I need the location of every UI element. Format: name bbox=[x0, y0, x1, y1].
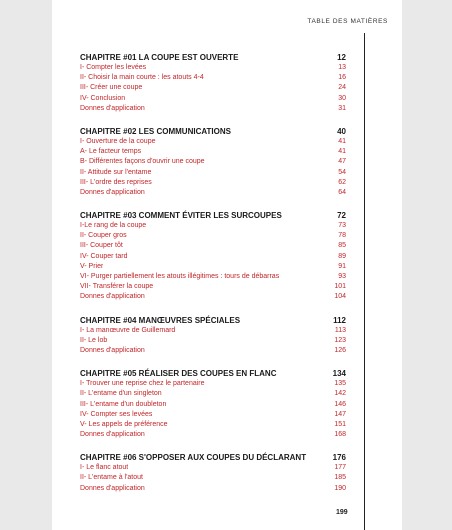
entry-page: 168 bbox=[334, 431, 346, 439]
toc-entry[interactable] bbox=[80, 94, 346, 104]
chapter-heading[interactable] bbox=[80, 126, 346, 137]
entry-page: 135 bbox=[334, 380, 346, 388]
entry-title: II- Le lob bbox=[80, 336, 108, 344]
running-header: TABLE DES MATIÈRES bbox=[307, 18, 388, 25]
chapter-page: 134 bbox=[332, 369, 346, 379]
entry-title: III- Couper tôt bbox=[80, 242, 123, 250]
toc-entry[interactable] bbox=[80, 346, 346, 356]
entry-title: I- Le flanc atout bbox=[80, 464, 129, 472]
toc-entry[interactable] bbox=[80, 282, 346, 292]
toc-entry[interactable] bbox=[80, 73, 346, 83]
toc-entry[interactable] bbox=[80, 379, 346, 389]
entry-page: 123 bbox=[334, 336, 346, 344]
toc-entry[interactable] bbox=[80, 178, 346, 188]
entry-title: II- L'entame à l'atout bbox=[80, 474, 143, 482]
entry-title: I-Le rang de la coupe bbox=[80, 222, 147, 230]
chapter-page: 12 bbox=[337, 53, 346, 62]
toc-entry[interactable] bbox=[80, 326, 346, 336]
entry-page: 126 bbox=[334, 346, 346, 354]
chapter-heading[interactable] bbox=[80, 368, 346, 379]
chapter-page: 112 bbox=[333, 315, 346, 325]
entry-page: 85 bbox=[338, 242, 346, 250]
chapter-section bbox=[80, 210, 346, 303]
toc-entry[interactable] bbox=[80, 389, 346, 399]
entry-page: 89 bbox=[338, 252, 346, 260]
entry-title: V- Les appels de préférence bbox=[80, 420, 168, 428]
entry-page: 62 bbox=[338, 178, 346, 186]
chapter-title: CHAPITRE #05 RÉALISER DES COUPES EN FLANC bbox=[80, 369, 277, 379]
entry-page: 151 bbox=[334, 420, 346, 428]
entry-page: 113 bbox=[334, 326, 346, 334]
toc-entry[interactable] bbox=[80, 241, 346, 251]
toc-entry[interactable] bbox=[80, 463, 346, 473]
entry-page: 147 bbox=[334, 410, 346, 418]
entry-page: 177 bbox=[334, 464, 346, 472]
entry-page: 93 bbox=[338, 273, 346, 280]
chapter-title: CHAPITRE #03 COMMENT ÉVITER LES SURCOUPES bbox=[80, 211, 282, 221]
entry-title: Donnes d'application bbox=[80, 188, 145, 196]
toc-entry[interactable] bbox=[80, 430, 346, 440]
entry-title: A- Le facteur temps bbox=[80, 148, 142, 156]
entry-title: I- Ouverture de la coupe bbox=[80, 137, 156, 145]
vertical-rule bbox=[364, 33, 365, 530]
toc-entry[interactable] bbox=[80, 484, 346, 494]
chapter-section bbox=[80, 315, 346, 357]
chapter-page: 176 bbox=[332, 453, 346, 463]
entry-title: VII- Transférer la coupe bbox=[80, 283, 154, 291]
entry-title: VI- Purger partiellement les atouts illégitimes : tours de débarras bbox=[80, 273, 280, 280]
entry-title: II- Choisir la main courte : les atouts 4-4 bbox=[80, 74, 204, 82]
entry-title: Donnes d'application bbox=[80, 293, 145, 301]
toc-entry[interactable] bbox=[80, 292, 346, 302]
entry-title: IV- Couper tard bbox=[80, 252, 128, 260]
toc-entry[interactable] bbox=[80, 410, 346, 420]
chapter-page: 40 bbox=[337, 126, 346, 136]
toc-entry[interactable] bbox=[80, 157, 346, 167]
toc-entry[interactable] bbox=[80, 147, 346, 157]
chapter-title: CHAPITRE #02 LES COMMUNICATIONS bbox=[80, 126, 231, 136]
toc-entry[interactable] bbox=[80, 231, 346, 241]
entry-page: 41 bbox=[338, 148, 346, 156]
chapter-heading[interactable] bbox=[80, 210, 346, 221]
entry-page: 146 bbox=[334, 400, 346, 408]
entry-title: V- Prier bbox=[80, 262, 104, 270]
chapter-section bbox=[80, 452, 346, 494]
entry-page: 101 bbox=[334, 283, 346, 291]
toc-entry[interactable] bbox=[80, 137, 346, 147]
chapter-title: CHAPITRE #01 LA COUPE EST OUVERTE bbox=[80, 53, 239, 62]
toc-entry[interactable] bbox=[80, 168, 346, 178]
entry-page: 30 bbox=[338, 94, 346, 102]
entry-title: I- La manœuvre de Guillemard bbox=[80, 326, 176, 334]
entry-title: II- Attitude sur l'entame bbox=[80, 168, 152, 176]
entry-title: I- Trouver une reprise chez le partenaire bbox=[80, 380, 205, 388]
chapter-heading[interactable] bbox=[80, 315, 346, 326]
entry-page: 104 bbox=[334, 293, 346, 301]
toc-entry[interactable] bbox=[80, 473, 346, 483]
entry-page: 13 bbox=[338, 64, 346, 71]
entry-title: Donnes d'application bbox=[80, 484, 145, 492]
entry-page: 64 bbox=[338, 188, 346, 196]
toc-entry[interactable] bbox=[80, 252, 346, 262]
chapter-section bbox=[80, 368, 346, 440]
entry-title: III- L'entame d'un doubleton bbox=[80, 400, 167, 408]
toc-entry[interactable] bbox=[80, 400, 346, 410]
toc-entry[interactable] bbox=[80, 63, 346, 73]
toc-entry[interactable] bbox=[80, 188, 346, 198]
chapter-section bbox=[80, 52, 346, 114]
entry-page: 185 bbox=[334, 474, 346, 482]
entry-page: 16 bbox=[338, 74, 346, 82]
entry-page: 190 bbox=[334, 484, 346, 492]
entry-page: 142 bbox=[334, 390, 346, 398]
entry-page: 73 bbox=[338, 222, 346, 230]
entry-page: 54 bbox=[338, 168, 346, 176]
chapter-page: 72 bbox=[337, 211, 346, 221]
entry-title: III- Créer une coupe bbox=[80, 84, 143, 92]
entry-title: IV- Compter ses levées bbox=[80, 410, 153, 418]
toc-entry[interactable] bbox=[80, 83, 346, 93]
entry-title: III- L'ordre des reprises bbox=[80, 178, 152, 186]
page-number: 199 bbox=[336, 509, 348, 516]
chapter-title: CHAPITRE #06 S'OPPOSER AUX COUPES DU DÉCLARANT bbox=[80, 453, 307, 463]
toc-entry[interactable] bbox=[80, 272, 346, 282]
entry-title: I- Compter les levées bbox=[80, 64, 147, 71]
chapter-heading[interactable] bbox=[80, 52, 346, 63]
toc-entry[interactable] bbox=[80, 104, 346, 114]
entry-page: 78 bbox=[338, 232, 346, 240]
entry-title: B- Différentes façons d'ouvrir une coupe bbox=[80, 158, 205, 166]
entry-page: 91 bbox=[338, 262, 346, 270]
entry-title: Donnes d'application bbox=[80, 104, 145, 112]
chapter-title: CHAPITRE #04 MANŒUVRES SPÉCIALES bbox=[80, 315, 241, 325]
toc-entry[interactable] bbox=[80, 336, 346, 346]
table-of-contents bbox=[80, 52, 346, 506]
chapter-section bbox=[80, 126, 346, 198]
chapter-heading[interactable] bbox=[80, 452, 346, 463]
toc-entry[interactable] bbox=[80, 262, 346, 272]
toc-entry[interactable] bbox=[80, 221, 346, 231]
entry-page: 24 bbox=[338, 84, 346, 92]
entry-title: Donnes d'application bbox=[80, 346, 145, 354]
entry-page: 41 bbox=[338, 137, 346, 145]
entry-page: 47 bbox=[338, 158, 346, 166]
entry-page: 31 bbox=[338, 104, 346, 112]
entry-title: II- Couper gros bbox=[80, 232, 127, 240]
entry-title: II- L'entame d'un singleton bbox=[80, 390, 162, 398]
toc-entry[interactable] bbox=[80, 420, 346, 430]
entry-title: IV- Conclusion bbox=[80, 94, 126, 102]
entry-title: Donnes d'application bbox=[80, 431, 145, 439]
